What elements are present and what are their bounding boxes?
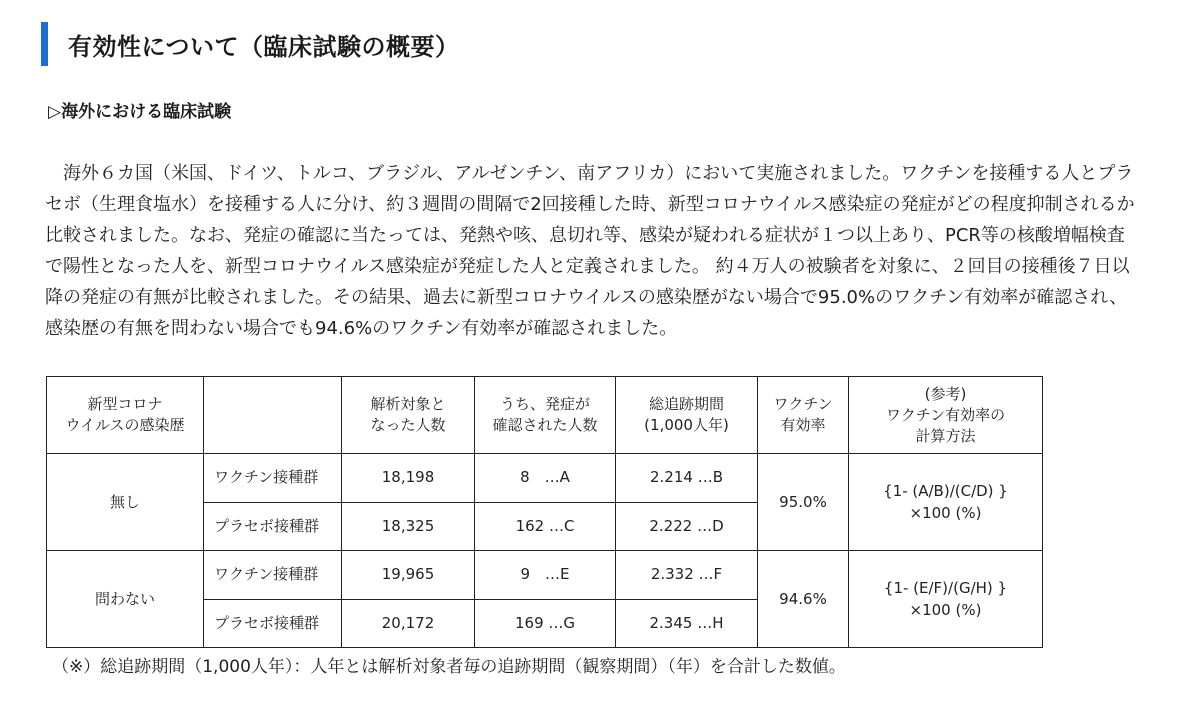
analyzed-count: 18,325 xyxy=(342,502,475,551)
case-count: 9 …E xyxy=(475,551,616,600)
efficacy-formula: {1- (E/F)/(G/H) } ×100 (%) xyxy=(849,551,1043,648)
section-heading xyxy=(41,22,460,66)
header-calculation-method: (参考) ワクチン有効率の 計算方法 xyxy=(849,377,1043,454)
subsection-title: ▷海外における臨床試験 xyxy=(48,102,232,122)
efficacy-formula: {1- (A/B)/(C/D) } ×100 (%) xyxy=(849,454,1043,551)
case-count: 162 …C xyxy=(475,502,616,551)
followup-period: 2.332 …F xyxy=(616,551,758,600)
body-paragraph: 海外６カ国（米国、ドイツ、トルコ、ブラジル、アルゼンチン、南アフリカ）において実施されました。ワクチンを接種する人とプラセボ（生理食塩水）を接種する人に分け、約３週間の間隔で2回接種した時、新型コロナウイルス感染症の発症がどの程度抑制されるか比較されました。なお、発症の確認に当たっては、発熱や咳、息切れ等、感染が疑われる症状が１つ以上あり、PCR等の核酸増幅検査で陽性となった人を、新型コロナウイルス感染症が発症した人と定義されました。 約４万人の被験者を対象に、２回目の接種後７日以降の発症の有無が比較されました。その結果、過去に新型コロナウイルスの感染歴がない場合で95.0%のワクチン有効率が確認され、感染歴の有無を問わない場合でも94.6%のワクチン有効率が確認されました。 xyxy=(45,163,1135,339)
clinical-trial-table xyxy=(46,376,1043,648)
analyzed-count: 18,198 xyxy=(342,454,475,503)
arm-label: ワクチン接種群 xyxy=(204,551,342,600)
followup-period: 2.222 …D xyxy=(616,502,758,551)
case-count: 8 …A xyxy=(475,454,616,503)
table-header-row xyxy=(47,377,1043,454)
page-title: 有効性について（臨床試験の概要） xyxy=(68,32,460,61)
header-arm xyxy=(204,377,342,454)
arm-label: プラセボ接種群 xyxy=(204,599,342,648)
arm-label: ワクチン接種群 xyxy=(204,454,342,503)
group-label: 無し xyxy=(47,454,204,551)
heading-accent-bar xyxy=(41,22,48,66)
followup-period: 2.214 …B xyxy=(616,454,758,503)
header-followup-period: 総追跡期間 (1,000人年) xyxy=(616,377,758,454)
vaccine-efficacy: 95.0% xyxy=(758,454,849,551)
header-case-count: うち、発症が 確認された人数 xyxy=(475,377,616,454)
header-vaccine-efficacy: ワクチン 有効率 xyxy=(758,377,849,454)
vaccine-efficacy: 94.6% xyxy=(758,551,849,648)
footnote: （※）総追跡期間（1,000人年）：人年とは解析対象者毎の追跡期間（観察期間）（年）を合計した数値。 xyxy=(52,657,846,677)
analyzed-count: 19,965 xyxy=(342,551,475,600)
arm-label: プラセボ接種群 xyxy=(204,502,342,551)
header-infection-history: 新型コロナ ウイルスの感染歴 xyxy=(47,377,204,454)
header-analyzed-count: 解析対象と なった人数 xyxy=(342,377,475,454)
table-row xyxy=(47,551,1043,600)
case-count: 169 …G xyxy=(475,599,616,648)
group-label: 問わない xyxy=(47,551,204,648)
analyzed-count: 20,172 xyxy=(342,599,475,648)
table-row xyxy=(47,454,1043,503)
followup-period: 2.345 …H xyxy=(616,599,758,648)
